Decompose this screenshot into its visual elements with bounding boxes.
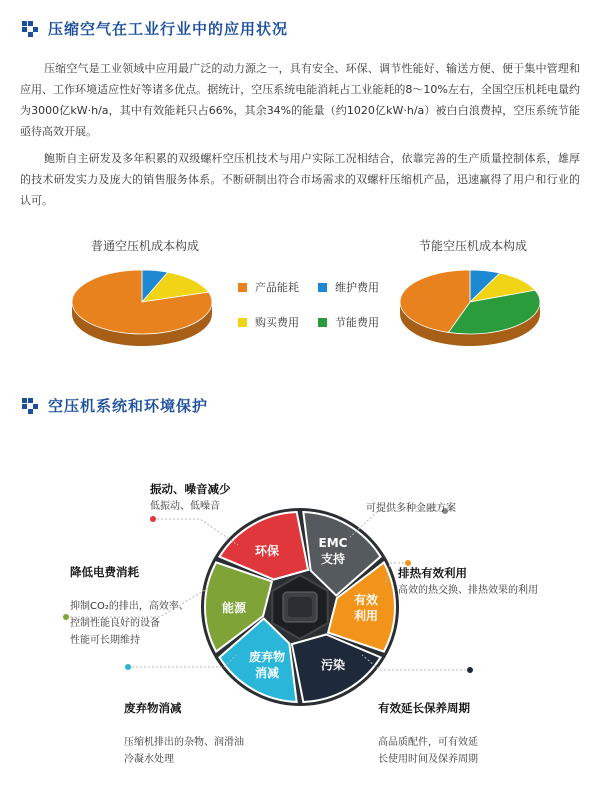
feature-vibration xyxy=(150,480,231,515)
compressor-icon-inner xyxy=(288,597,312,617)
legend-label-energy: 产品能耗 xyxy=(255,281,299,294)
feature-finance xyxy=(366,500,456,517)
paragraph-intro: 压缩空气是工业领域中应用最广泛的动力源之一，具有安全、环保、调节性能好、输送方便、便于集中管理和应用、工作环境适应性好等诸多优点。据统计，空压系统电能消耗占工业能耗的8～10%左右，全国空压机耗电量约为3000亿kW·h/a，其中有效能耗只占66%，其余34%的能量（约1020亿kW·h/a）被白白浪费掉，空压系统节能亟待高效开展。 xyxy=(20,62,580,138)
feature-desc: 高品质配件，可有效延 长使用时间及保养周期 xyxy=(378,737,478,765)
feature-waste xyxy=(124,682,244,785)
connector-line xyxy=(153,519,238,545)
connector-dot xyxy=(150,516,156,522)
wheel-segment-label: EMC 支持 xyxy=(318,535,348,566)
legend-label-saving: 节能费用 xyxy=(335,316,379,329)
legend-label-maintenance: 维护费用 xyxy=(335,281,379,294)
legend-purchase xyxy=(238,314,299,330)
legend-saving xyxy=(318,314,379,330)
chart-title-normal: 普通空压机成本构成 xyxy=(90,239,199,253)
feature-heat xyxy=(398,564,538,599)
feature-desc: 压缩机排出的杂物、润滑油 冷凝水处理 xyxy=(124,737,244,765)
section-heading-application xyxy=(22,18,288,39)
legend-swatch-purchase xyxy=(238,318,247,327)
legend-maintenance xyxy=(318,279,379,295)
wheel-segment-label: 环保 xyxy=(254,543,280,558)
wheel-segment-label: 污染 xyxy=(320,658,346,673)
wheel-segment-label: 废弃物消减 xyxy=(248,650,286,681)
feature-desc: 高效的热交换、排热效果的利用 xyxy=(398,585,538,596)
section-title: 压缩空气在工业行业中的应用状况 xyxy=(48,20,289,38)
wheel-segment-label: 有效利用 xyxy=(353,593,379,623)
section-mark-icon xyxy=(22,21,38,37)
legend-swatch-maintenance xyxy=(318,283,327,292)
legend-label-purchase: 购买费用 xyxy=(255,316,299,329)
feature-title: 有效延长保养周期 xyxy=(378,701,470,715)
chart-title-saving: 节能空压机成本构成 xyxy=(418,239,527,253)
feature-desc: 抑制CO₂的排出，高效率、 控制性能良好的设备 性能可长期维持 xyxy=(70,601,189,646)
section-heading-environment xyxy=(22,395,208,416)
section-title: 空压机系统和环境保护 xyxy=(48,397,209,415)
section-mark-icon xyxy=(22,398,38,414)
feature-title: 排热有效利用 xyxy=(398,566,467,580)
legend-energy xyxy=(238,279,299,295)
feature-title: 振动、噪音减少 xyxy=(150,482,231,496)
connector-dot xyxy=(467,667,473,673)
wheel-segment-label: 能源 xyxy=(221,601,247,615)
feature-title: 降低电费消耗 xyxy=(70,565,139,579)
feature-desc: 可提供多种金融方案 xyxy=(366,503,456,514)
legend-swatch-saving xyxy=(318,318,327,327)
pie-chart-saving xyxy=(390,262,550,352)
paragraph-company: 鲍斯自主研发及多年积累的双级螺杆空压机技术与用户实际工况相结合，依靠完善的生产质量控制体系，雄厚的技术研发实力及庞大的销售服务体系。不断研制出符合市场需求的双螺杆压缩机产品，迅速赢得了用户和行业的认可。 xyxy=(20,152,580,207)
feature-maintenance-cycle xyxy=(378,682,478,785)
connector-dot xyxy=(63,614,69,620)
feature-title: 废弃物消减 xyxy=(124,701,182,715)
feature-power xyxy=(70,546,189,666)
feature-desc: 低振动、低噪音 xyxy=(150,501,220,512)
pie-chart-normal xyxy=(62,262,222,352)
legend-swatch-energy xyxy=(238,283,247,292)
